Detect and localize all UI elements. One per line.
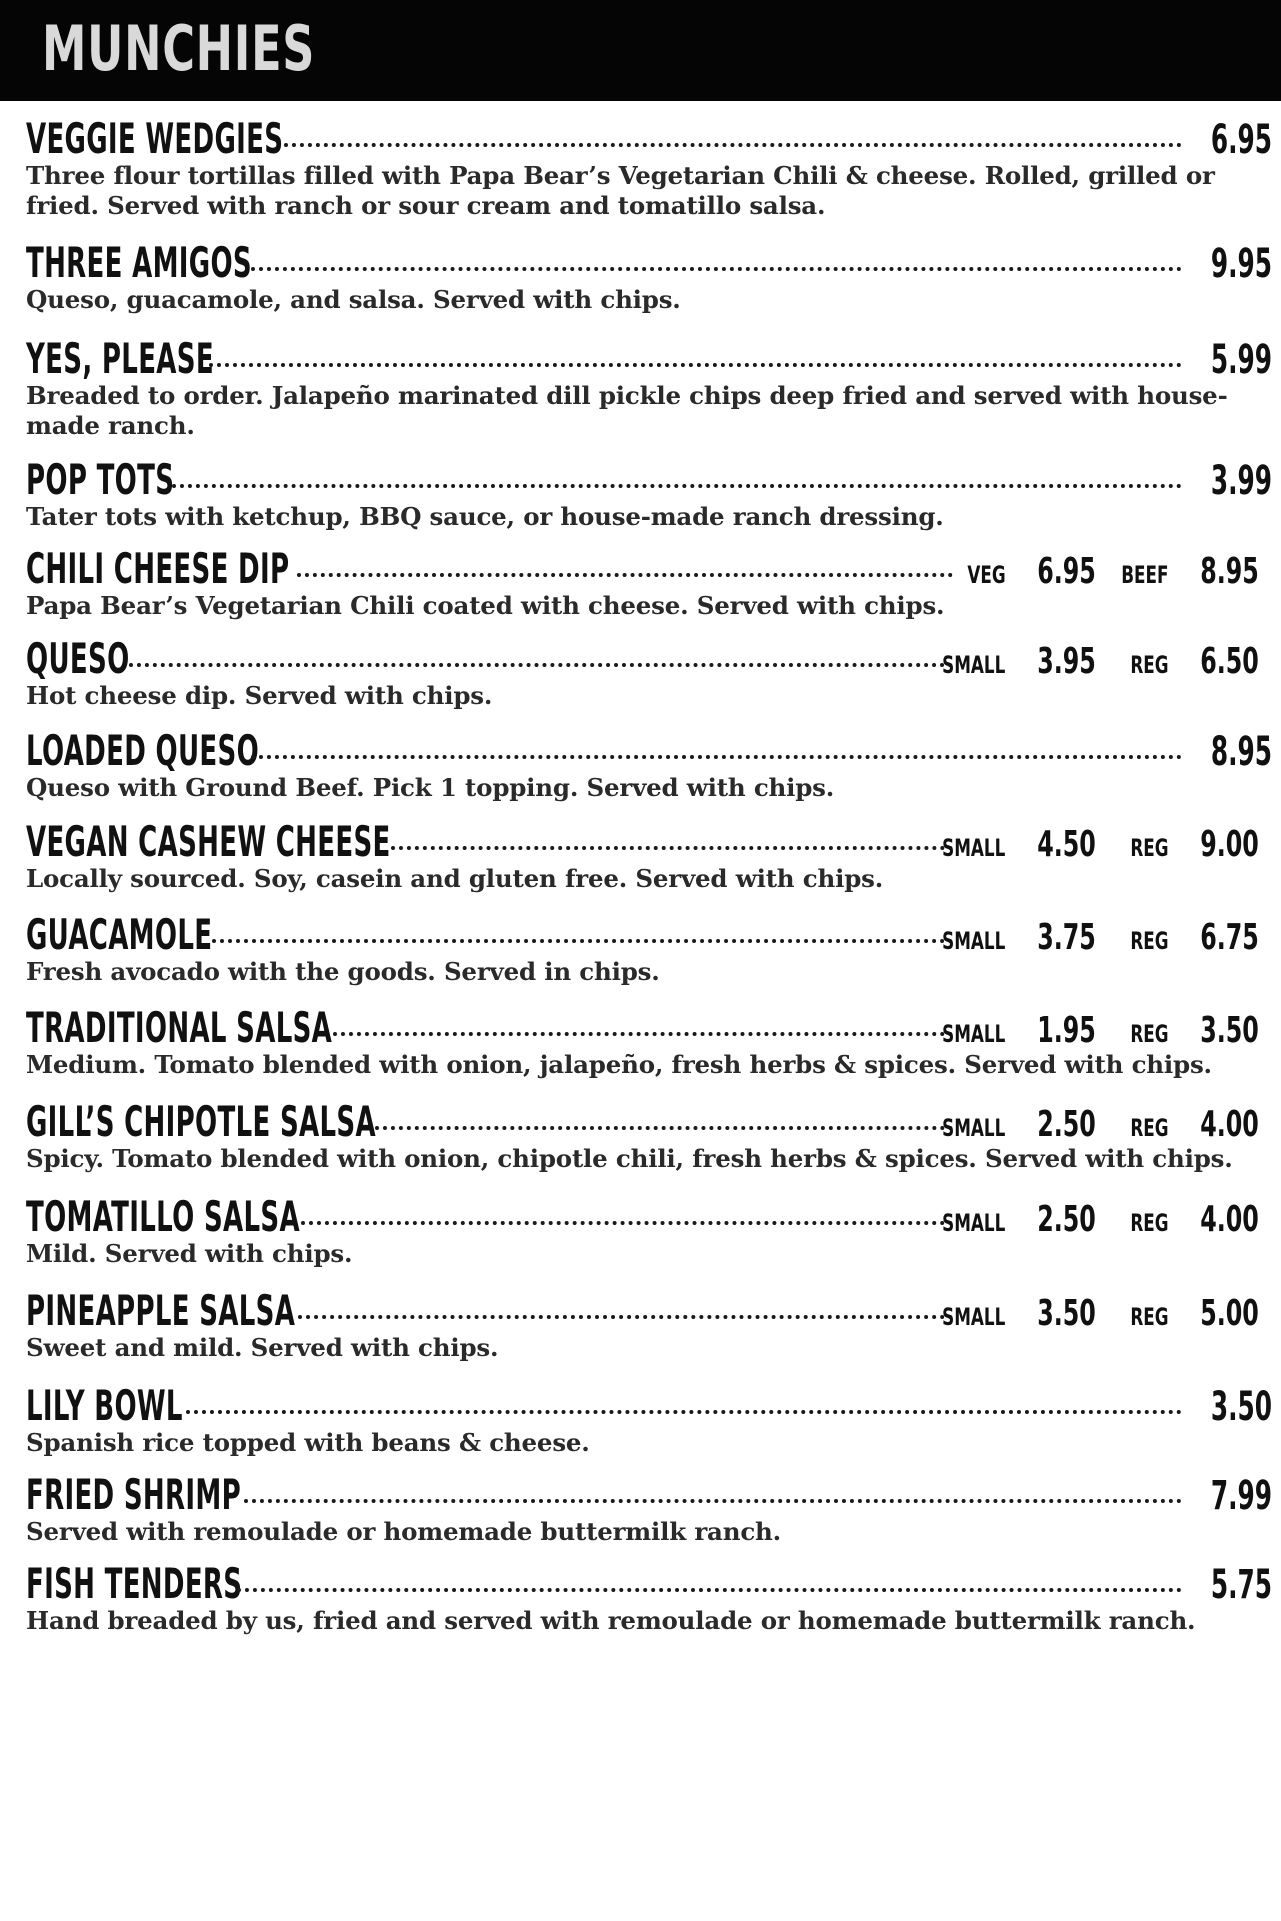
item-price: 3.50 xyxy=(1200,1010,1259,1051)
item-title-row xyxy=(26,817,1259,866)
price-options xyxy=(942,1010,1259,1051)
dot-leader xyxy=(209,363,1182,367)
size-label: REG xyxy=(1130,651,1169,679)
size-label: SMALL xyxy=(942,1020,1006,1048)
price-option xyxy=(1090,641,1259,682)
item-price: 1.95 xyxy=(1037,1010,1096,1051)
menu-item xyxy=(26,544,1259,621)
item-name: GUACAMOLE xyxy=(26,910,213,959)
item-description: Queso, guacamole, and salsa. Served with chips. xyxy=(26,285,681,314)
size-label: REG xyxy=(1130,1020,1169,1048)
menu-item xyxy=(26,238,1273,315)
size-label: SMALL xyxy=(942,834,1006,862)
item-price: 8.95 xyxy=(1210,729,1273,775)
item-price: 5.00 xyxy=(1200,1293,1259,1334)
item-description: Sweet and mild. Served with chips. xyxy=(26,1333,499,1362)
dot-leader xyxy=(237,1588,1182,1592)
dot-leader xyxy=(172,484,1182,488)
item-title-row xyxy=(26,1559,1273,1608)
price-option xyxy=(942,1010,1096,1051)
item-name: VEGGIE WEDGIES xyxy=(26,114,284,163)
item-price: 5.99 xyxy=(1210,337,1273,383)
price-option xyxy=(956,551,1096,592)
item-title-row xyxy=(26,1286,1259,1335)
price-options xyxy=(956,551,1259,592)
size-label: SMALL xyxy=(942,651,1006,679)
item-title-row xyxy=(26,634,1259,683)
size-label: SMALL xyxy=(942,927,1006,955)
item-description: Locally sourced. Soy, casein and gluten free. Served with chips. xyxy=(26,864,884,893)
item-price: 9.00 xyxy=(1200,824,1259,865)
price-option xyxy=(942,1293,1096,1334)
item-description: Served with remoulade or homemade buttermilk ranch. xyxy=(26,1517,781,1546)
item-title-row xyxy=(26,544,1259,593)
size-label: VEG xyxy=(967,561,1006,589)
item-description: Fresh avocado with the goods. Served in chips. xyxy=(26,957,660,986)
item-price: 3.50 xyxy=(1037,1293,1096,1334)
price-option xyxy=(942,641,1096,682)
item-description: Queso with Ground Beef. Pick 1 topping. Served with chips. xyxy=(26,773,835,802)
dot-leader xyxy=(375,1126,953,1130)
item-title-row xyxy=(26,1381,1273,1430)
header-band xyxy=(0,0,1281,101)
item-name: TOMATILLO SALSA xyxy=(26,1192,300,1241)
dot-leader xyxy=(298,1315,953,1319)
item-name: PINEAPPLE SALSA xyxy=(26,1286,296,1335)
item-price: 3.50 xyxy=(1210,1384,1273,1430)
price-option xyxy=(1090,824,1259,865)
item-price: 4.00 xyxy=(1200,1199,1259,1240)
dot-leader xyxy=(333,1032,953,1036)
menu-item xyxy=(26,1381,1273,1458)
price-option xyxy=(942,1104,1096,1145)
item-price: 6.75 xyxy=(1200,917,1259,958)
item-name: QUESO xyxy=(26,634,130,683)
item-price: 6.95 xyxy=(1037,551,1096,592)
menu-item xyxy=(26,455,1273,532)
price-option xyxy=(1090,551,1259,592)
dot-leader xyxy=(251,267,1182,271)
size-label: REG xyxy=(1130,1209,1169,1237)
menu-item xyxy=(26,1559,1273,1636)
item-title-row xyxy=(26,1097,1259,1146)
size-label: SMALL xyxy=(942,1303,1006,1331)
item-price: 5.75 xyxy=(1210,1562,1273,1608)
dot-leader xyxy=(244,1499,1182,1503)
menu-item xyxy=(26,634,1259,711)
item-description: Papa Bear’s Vegetarian Chili coated with cheese. Served with chips. xyxy=(26,591,945,620)
price-option xyxy=(1090,1199,1259,1240)
item-title-row xyxy=(26,334,1273,383)
item-description: Mild. Served with chips. xyxy=(26,1239,353,1268)
item-name: FRIED SHRIMP xyxy=(26,1470,242,1519)
menu-item xyxy=(26,1097,1259,1174)
item-title-row xyxy=(26,238,1273,287)
item-title-row xyxy=(26,726,1273,775)
menu-item xyxy=(26,114,1273,221)
price-option xyxy=(1090,1104,1259,1145)
size-label: SMALL xyxy=(942,1114,1006,1142)
item-title-row xyxy=(26,1192,1259,1241)
price-options xyxy=(942,824,1259,865)
item-name: YES, PLEASE xyxy=(26,334,214,383)
dot-leader xyxy=(301,1221,953,1225)
dot-leader xyxy=(251,755,1182,759)
item-price: 6.95 xyxy=(1210,117,1273,163)
dot-leader xyxy=(212,939,953,943)
item-name: CHILI CHEESE DIP xyxy=(26,544,290,593)
size-label: SMALL xyxy=(942,1209,1006,1237)
item-name: VEGAN CASHEW CHEESE xyxy=(26,817,391,866)
price-option xyxy=(1090,1293,1259,1334)
price-option xyxy=(1090,917,1259,958)
price-options xyxy=(942,1199,1259,1240)
menu-item xyxy=(26,334,1273,441)
size-label: REG xyxy=(1130,927,1169,955)
item-name: GILL’S CHIPOTLE SALSA xyxy=(26,1097,376,1146)
item-name: TRADITIONAL SALSA xyxy=(26,1003,333,1052)
dot-leader xyxy=(129,663,953,667)
size-label: REG xyxy=(1130,1303,1169,1331)
item-description: Hot cheese dip. Served with chips. xyxy=(26,681,493,710)
item-price: 3.99 xyxy=(1210,458,1273,504)
item-price: 6.50 xyxy=(1200,641,1259,682)
menu-item xyxy=(26,1192,1259,1269)
item-name: LOADED QUESO xyxy=(26,726,260,775)
item-price: 7.99 xyxy=(1210,1473,1273,1519)
price-option xyxy=(1090,1010,1259,1051)
item-price: 9.95 xyxy=(1210,241,1273,287)
size-label: REG xyxy=(1130,834,1169,862)
price-option xyxy=(942,824,1096,865)
menu-item xyxy=(26,817,1259,894)
item-description: Three flour tortillas filled with Papa Bear’s Vegetarian Chili & cheese. Rolled, grilled or fried. Served with ranch or sour cream and tomatillo salsa. xyxy=(26,161,1215,220)
item-description: Spicy. Tomato blended with onion, chipotle chili, fresh herbs & spices. Served with chips. xyxy=(26,1144,1233,1173)
menu-item xyxy=(26,1003,1259,1080)
price-options xyxy=(942,1104,1259,1145)
dot-leader xyxy=(284,143,1182,147)
item-name: FISH TENDERS xyxy=(26,1559,243,1608)
price-options xyxy=(942,1293,1259,1334)
item-description: Tater tots with ketchup, BBQ sauce, or house-made ranch dressing. xyxy=(26,502,944,531)
price-options xyxy=(942,917,1259,958)
item-price: 2.50 xyxy=(1037,1104,1096,1145)
item-price: 3.75 xyxy=(1037,917,1096,958)
dot-leader xyxy=(391,846,953,850)
item-price: 4.50 xyxy=(1037,824,1096,865)
item-price: 4.00 xyxy=(1200,1104,1259,1145)
price-options xyxy=(942,641,1259,682)
menu-item xyxy=(26,726,1273,803)
item-name: LILY BOWL xyxy=(26,1381,183,1430)
item-description: Medium. Tomato blended with onion, jalapeño, fresh herbs & spices. Served with chips. xyxy=(26,1050,1212,1079)
item-price: 3.95 xyxy=(1037,641,1096,682)
item-title-row xyxy=(26,1003,1259,1052)
item-title-row xyxy=(26,455,1273,504)
item-description: Spanish rice topped with beans & cheese. xyxy=(26,1428,590,1457)
item-name: POP TOTS xyxy=(26,455,175,504)
size-label: REG xyxy=(1130,1114,1169,1142)
item-title-row xyxy=(26,114,1273,163)
menu-item xyxy=(26,910,1259,987)
size-label: BEEF xyxy=(1121,561,1169,589)
menu-item xyxy=(26,1470,1273,1547)
item-price: 8.95 xyxy=(1200,551,1259,592)
item-title-row xyxy=(26,1470,1273,1519)
item-price: 2.50 xyxy=(1037,1199,1096,1240)
price-option xyxy=(942,917,1096,958)
item-description: Hand breaded by us, fried and served with remoulade or homemade buttermilk ranch. xyxy=(26,1606,1196,1635)
dot-leader xyxy=(297,573,953,577)
item-title-row xyxy=(26,910,1259,959)
menu-item xyxy=(26,1286,1259,1363)
item-description: Breaded to order. Jalapeño marinated dill pickle chips deep fried and served with house-made ranch. xyxy=(26,381,1228,440)
item-name: THREE AMIGOS xyxy=(26,238,252,287)
dot-leader xyxy=(186,1410,1182,1414)
section-title: MUNCHIES xyxy=(42,12,316,85)
price-option xyxy=(942,1199,1096,1240)
